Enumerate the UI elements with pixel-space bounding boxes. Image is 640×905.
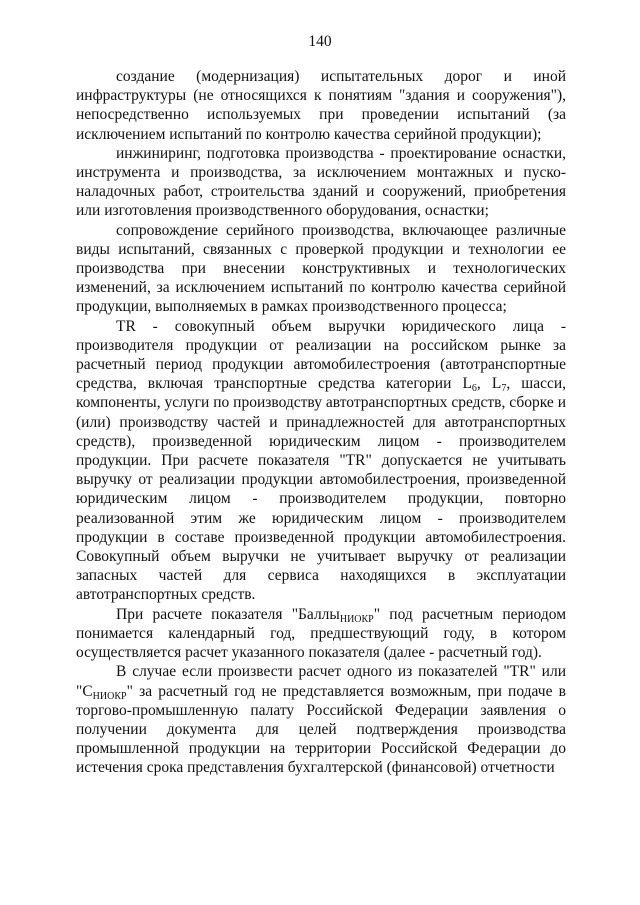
- paragraph-item-serial-support: сопровождение серийного производства, включающее различные виды испытаний, связанных с проверкой продукции и технологии ее производства при внесении конструктивных и технологических изменений, за исключением испытаний по контролю качества серийной продукции, выполняемых в рамках производственного процесса;: [76, 221, 566, 316]
- paragraph-scores-period: [76, 605, 566, 663]
- paragraph-calculation-case: [76, 662, 566, 777]
- text-run: В случае если произвести расчет одного из показателей "TR" или "C: [76, 663, 566, 700]
- paragraph-item-engineering: инжиниринг, подготовка производства - проектирование оснастки, инструмента и производства, за исключением монтажных и пуско-наладочных работ, строительства зданий и сооружений, приобретения или изготовления производственного оборудования, оснастки;: [76, 144, 566, 220]
- text-run: , L: [476, 375, 502, 393]
- document-body: [76, 60, 566, 778]
- text-run: " за расчетный год не представляется возможным, при подаче в торгово-промышленную палату Российской Федерации заявления о получении документа для целей подтверждения производства промышленной продукции на территории Российской Федерации до истечения срока представления бухгалтерской (финансовой) отчетности: [76, 682, 566, 777]
- paragraph-item-modernization: создание (модернизация) испытательных дорог и иной инфраструктуры (не относящихся к понятиям "здания и сооружения"), непосредственно используемых при проведении испытаний (за исключением испытаний по контролю качества серийной продукции);: [76, 68, 566, 143]
- subscript: НИОКР: [339, 613, 374, 625]
- text-run: TR - совокупный объем выручки юридического лица - производителя продукции от реализации на российском рынке за расчетный период продукции автомобилестроения (автотранспортные средства, включая транспортные средства категории L: [76, 317, 566, 393]
- text-run: " под расчетным периодом понимается календарный год, предшествующий году, в котором осуществляется расчет указанного показателя (далее - расчетный год).: [76, 605, 567, 662]
- subscript: НИОКР: [92, 690, 127, 702]
- subscript: 7: [501, 383, 507, 395]
- subscript: 6: [471, 383, 477, 395]
- page-number: 140: [308, 33, 332, 50]
- paragraph-tr-definition: [76, 317, 566, 605]
- text-run: При расчете показателя "Баллы: [116, 605, 340, 623]
- text-run: , шасси, компоненты, услуги по производству автотранспортных средств, сборке и (или) производству частей и принадлежностей для автотранспортных средств), произведенной юридическим лицом - производителем продукции. При расчете показателя "TR" допускается не учитывать выручку от реализации продукции автомобилестроения, произведенной юридическим лицом - производителем продукции, повторно реализованной этим же юридическим лицом - производителем продукции в составе произведенной продукции автомобилестроения. Совокупный объем выручки не учитывает выручку от реализации запасных частей для сервиса находящихся в эксплуатации автотранспортных средств.: [76, 375, 567, 604]
